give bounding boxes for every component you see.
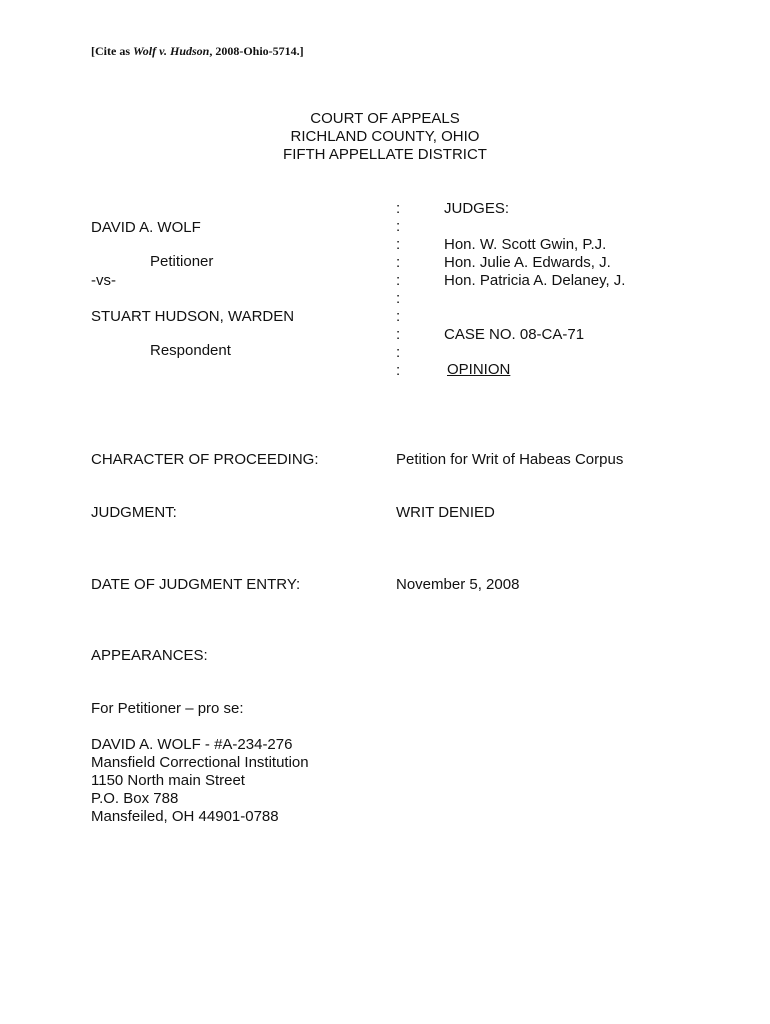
address-line: Mansfeiled, OH 44901-0788 [91,808,279,825]
petitioner-name: DAVID A. WOLF [91,219,201,236]
colon: : [396,362,401,379]
colon: : [396,290,401,307]
colon: : [396,200,401,217]
colon: : [396,272,401,289]
appearances-heading: APPEARANCES: [91,647,208,664]
case-number: CASE NO. 08-CA-71 [444,326,585,343]
citation-case: Wolf v. Hudson [133,44,210,58]
court-district: FIFTH APPELLATE DISTRICT [283,146,487,163]
colon-separator-column [396,200,400,380]
colon: : [396,236,401,253]
for-petitioner-label: For Petitioner – pro se: [91,700,244,717]
address-line: Mansfield Correctional Institution [91,754,309,771]
versus-label: -vs- [91,272,116,289]
citation-prefix: [Cite as [91,44,133,58]
colon: : [396,326,401,343]
judgment-label: JUDGMENT: [91,504,177,521]
respondent-role: Respondent [150,342,231,359]
court-name: COURT OF APPEALS [310,110,460,127]
judge-1: Hon. W. Scott Gwin, P.J. [444,236,607,253]
judges-heading: JUDGES: [444,200,510,217]
proceeding-value: Petition for Writ of Habeas Corpus [396,451,624,468]
court-county: RICHLAND COUNTY, OHIO [290,128,480,145]
colon: : [396,218,401,235]
colon: : [396,254,401,271]
proceeding-label: CHARACTER OF PROCEEDING: [91,451,319,468]
judgment-value: WRIT DENIED [396,504,495,521]
petitioner-address-block [91,736,309,826]
entry-date-label: DATE OF JUDGMENT ENTRY: [91,576,301,593]
opinion-label: OPINION [447,361,511,378]
judge-2: Hon. Julie A. Edwards, J. [444,254,611,271]
address-line: P.O. Box 788 [91,790,179,807]
colon: : [396,344,401,361]
address-line: 1150 North main Street [91,772,245,789]
judge-3: Hon. Patricia A. Delaney, J. [444,272,626,289]
respondent-name: STUART HUDSON, WARDEN [91,308,295,325]
citation-suffix: , 2008-Ohio-5714.] [209,44,304,58]
entry-date-value: November 5, 2008 [396,576,520,593]
citation [91,42,304,60]
colon: : [396,308,401,325]
address-line: DAVID A. WOLF - #A-234-276 [91,736,293,753]
petitioner-role: Petitioner [150,253,214,270]
